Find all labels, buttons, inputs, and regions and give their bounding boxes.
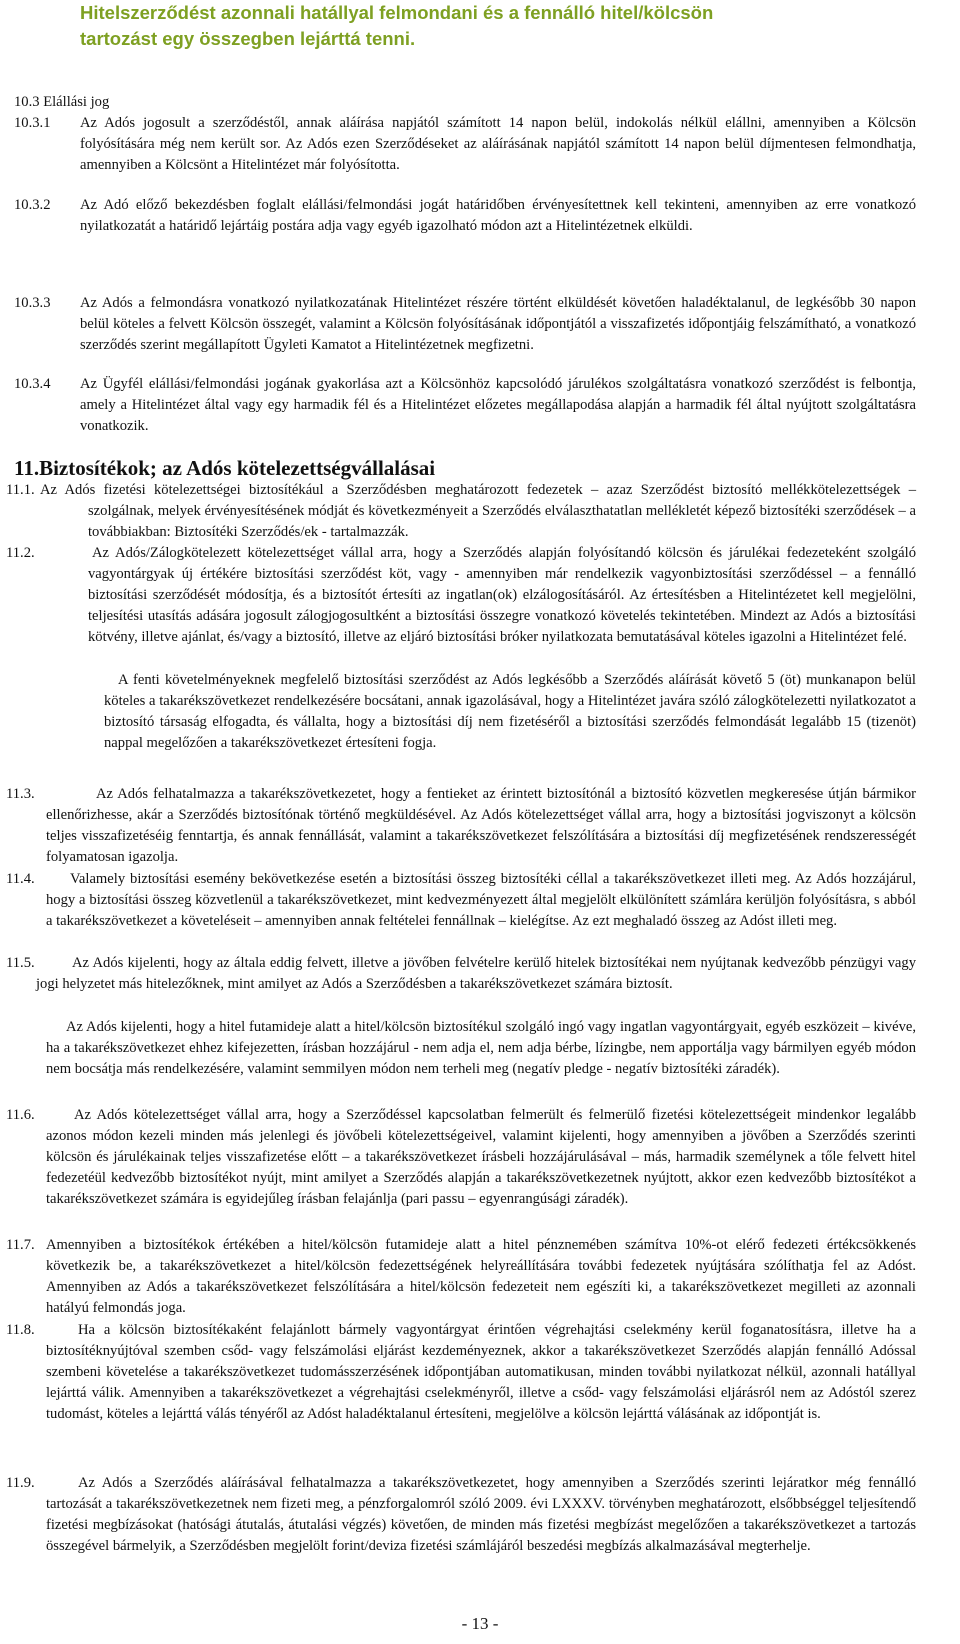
- section-heading-continuation: [80, 0, 950, 52]
- heading-line-2: tartozást egy összegben lejárttá tenni.: [80, 28, 416, 49]
- clause-text: Az Adó előző bekezdésben foglalt elállási/felmondási jogát határidőben érvényesítettnek kell tekinteni, amennyiben az erre vonatkozó nyilatkozatát a határidő lejártáig postára adja vagy egyéb igazolható módon azt a Hitelintézetnek elküldi.: [80, 197, 916, 234]
- clause-number: 11.9.: [6, 1475, 35, 1491]
- clause-paragraph: Az Adós kijelenti, hogy a hitel futamideje alatt a hitel/kölcsön biztosítékul szolgáló ingó vagy ingatlan vagyontárgyait, egyéb eszközeit – kivéve, ha a takarékszövetkezet ehhez kifejezetten, írásban hozzájárul - nem adja el, nem adja bérbe, lízingbe, nem apportálja vagy bármilyen egyéb módon nem bocsátja más rendelkezésére, valamint semmilyen módon nem terheli meg (negatív pledge - negatív biztosítéki záradék).: [46, 1019, 916, 1077]
- section-heading-11: 11.Biztosítékok; az Adós kötelezettségvállalásai: [14, 456, 436, 480]
- clause-text: Az Adós felhatalmazza a takarékszövetkezetet, hogy a fentieket az érintett biztosítónál a biztosító közvetlen megkeresése útján bármikor ellenőrizhesse, akár a Szerződés biztosítónak történő megküldésével. Az Adós kötelezettséget vállal arra, hogy a biztosítási jogviszonyt a kölcsön teljes visszafizetéséig fenntartja, és annak fennállását, valamint a takarékszövetkezet felszólítására a biztosítási díj megfizetésének rendszerességét folyamatosan igazolja.: [46, 786, 916, 865]
- subsection-title-10-3: 10.3 Elállási jog: [14, 94, 110, 110]
- clause-text-content: Az Adós fizetési kötelezettségei biztosítékául a Szerződésben meghatározott fedezetek – azaz Szerződést biztosító mellékkötelezettségek – szolgálnak, melyek érvényesítésének módját és következményeit a Szerződés elválaszthatatlan mellékletét képező biztosítéki szerződések – a továbbiakban: Biztosítéki Szerződés/ek - tartalmazzák.: [40, 482, 916, 540]
- clause-number: 11.7.: [6, 1237, 35, 1253]
- clause-text: Az Adós jogosult a szerződéstől, annak aláírása napjától számított 14 napon belül, indokolás nélkül elállni, amennyiben a Kölcsön folyósítására még nem került sor. Az Adós ezen Szerződéseket az aláírásának napjától számított 14 napon belül díjmentesen felmondhatja, amennyiben a Kölcsönt a Hitelintézet már folyósította.: [80, 115, 916, 173]
- clause-number: 11.8.: [6, 1322, 35, 1338]
- heading-line-1: Hitelszerződést azonnali hatállyal felmondani és a fennálló hitel/kölcsön: [80, 2, 714, 23]
- clause-text: Az Adós/Zálogkötelezett kötelezettséget vállal arra, hogy a Szerződés alapján folyósítandó kölcsön és járulékai fedezeteként szolgáló vagyontárgyak új értékére biztosítási szerződést köt, vagy - amennyiben már rendelkezik vagyonbiztosítási szerződéssel – a fennálló biztosítási szerződését módosítja, és a biztosítót értesíti az ingatlan(ok) elzálogosításáról. Az értesítésben a Hitelintézetet kell megjelölni, teljesítési utasítás adására jogosult zálogjogosultként a biztosítási összegre vonatkozó követelés tekintetében. Mindezt az Adós a biztosítási kötvény, illetve ajánlat, és/vagy a biztosító, illetve az eljáró biztosítási bróker nyilatkozata bemutatásával köteles igazolni a Hitelintézet felé.: [88, 545, 916, 645]
- clause-text: [40, 480, 916, 543]
- clause-text: Amennyiben a biztosítékok értékében a hitel/kölcsön futamideje alatt a hitel pénznemében számítva 10%-ot elérő fedezeti értékcsökkenés következik be, a takarékszövetkezet a hitel/kölcsön fedezettségének helyreállítására további fedezetek nyújtására szólíthatja fel az Adóst. Amennyiben az Adós a takarékszövetkezet felszólítására a hitel/kölcsön fedezeteit nem egészíti ki, a takarékszövetkezet megilleti az azonnali hatályú felmondás joga.: [46, 1237, 916, 1316]
- clause-text: Az Adós a felmondásra vonatkozó nyilatkozatának Hitelintézet részére történt elküldését követően haladéktalanul, de legkésőbb 30 napon belül köteles a felvett Kölcsön összegét, valamint a Kölcsön folyósításának időpontjától a visszafizetés időpontjáig felszámítható, a vonatkozó szerződés szerint megállapított Ügyleti Kamatot a Hitelintézetnek megfizetni.: [80, 295, 916, 353]
- clause-number: 11.6.: [6, 1107, 35, 1123]
- clause-number: 11.1.: [6, 482, 35, 498]
- clause-text: Az Adós kijelenti, hogy az általa eddig felvett, illetve a jövőben felvételre kerülő hitelek biztosítékai nem nyújtanak kedvezőbb pénzügyi vagy jogi helyzetet más hitelezőknek, mint amilyet az Adós a Szerződésben a takarékszövetkezet számára biztosít.: [36, 955, 916, 992]
- page-number: - 13 -: [461, 1614, 499, 1633]
- clause-number: 10.3.2: [14, 197, 51, 213]
- clause-text: Ha a kölcsön biztosítékaként felajánlott bármely vagyontárgyat érintően végrehajtási cselekmény kerül foganatosításra, illetve ha a biztosítéknyújtóval szemben csőd- vagy felszámolási eljárást kezdeményeznek, akkor a takarékszövetkezet Szerződés alapján fennálló Adóssal szembeni követelése a takarékszövetkezet tudomásszerzésének időpontjában automatikusan, minden további nyilatkozat nélkül, azonnali hatállyal lejárttá válik. Amennyiben a takarékszövetkezet a végrehajtási cselekményről, illetve a csőd- vagy felszámolási eljárásról nem az Adóstól szerez tudomást, köteles a lejárttá válás tényéről az Adóst haladéktalanul értesíteni, megjelölve a kölcsön lejárttá válásának az időpontját is.: [46, 1322, 916, 1422]
- clause-text: Valamely biztosítási esemény bekövetkezése esetén a biztosítási összeg biztosítéki céllal a takarékszövetkezet illeti meg. Az Adós hozzájárul, hogy a biztosítási összeg közvetlenül a takarékszövetkezet, mint kedvezményezett által megjelölt elkülönített számlára kerüljön folyósításra, s abból a takarékszövetkezet a követeléseit – amennyiben annak feltételei fennállnak – kielégítse. Az ezt meghaladó összeg az Adóst illeti meg.: [46, 871, 916, 929]
- clause-number: 10.3.4: [14, 376, 51, 392]
- clause-number: 10.3.3: [14, 295, 51, 311]
- clause-number: 11.4.: [6, 871, 35, 887]
- clause-text: Az Adós a Szerződés aláírásával felhatalmazza a takarékszövetkezetet, hogy amennyiben a Szerződés szerinti lejáratkor még fennálló tartozását a takarékszövetkezetnek nem fizeti meg, a pénzforgalomról szóló 2009. évi LXXXV. törvényben meghatározott, elsőbbséggel teljesítendő fizetési megbízásokat (hatósági átutalás, átutalási végzés) követően, de minden más fizetési megbízást megelőzően a takarékszövetkezet a tartozás összegével bármelyik, a Szerződésben megjelölt forint/deviza fizetési számlájáról beszedési megbízás alkalmazásával megterhelje.: [46, 1475, 916, 1554]
- clause-paragraph: A fenti követelményeknek megfelelő biztosítási szerződést az Adós legkésőbb a Szerződés aláírását követő 5 (öt) munkanapon belül köteles a takarékszövetkezet rendelkezésére bocsátani, annak igazolásával, hogy a Hitelintézet javára szóló zálogkötelezetti nyilatkozatot a biztosító társaság elfogadta, és vállalta, hogy a biztosítási díj nem fizetéséről a biztosítási szerződés felmondását legalább 15 (tizenöt) nappal megelőzően a takarékszövetkezet értesíteni fogja.: [104, 672, 916, 751]
- clause-number: 11.2.: [6, 545, 35, 561]
- clause-number: 10.3.1: [14, 115, 51, 131]
- clause-number: 11.3.: [6, 786, 35, 802]
- clause-text: Az Adós kötelezettséget vállal arra, hogy a Szerződéssel kapcsolatban felmerült és felmerülő fizetési kötelezettségeit mindenkor legalább azonos módon kezeli minden más jelenlegi és jövőbeli kötelezettségeivel, valamint kijelenti, hogy amennyiben a jövőben a Szerződés szerinti kölcsön és járulékainak teljes visszafizetése előtt – a takarékszövetkezet írásbeli hozzájárulásával – más, harmadik személynek a tőle felvett hitel fedezetéül kedvezőbb biztosítékot nyújt, mint amilyet a Szerződés alapján a takarékszövetkezetnek nyújtott, akkor ezen kedvezőbb biztosítékot a takarékszövetkezet számára is egyidejűleg írásban felajánlja (pari passu – egyenrangúsági záradék).: [46, 1107, 916, 1207]
- clause-number: 11.5.: [6, 955, 35, 971]
- clause-text: Az Ügyfél elállási/felmondási jogának gyakorlása azt a Kölcsönhöz kapcsolódó járulékos szolgáltatásra vonatkozó szerződést is felbontja, amely a Hitelintézet által vagy egy harmadik fél és a Hitelintézet előzetes megállapodása alapján a harmadik fél által nyújtott szolgáltatásra vonatkozik.: [80, 376, 916, 434]
